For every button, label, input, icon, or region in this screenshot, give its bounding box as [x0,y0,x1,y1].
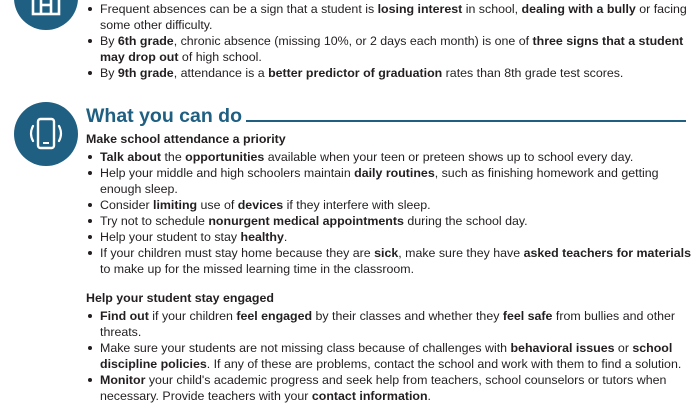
emphasis-text: asked teachers for materials [523,246,691,260]
list-item: By 9th grade, attendance is a better predictor of graduation rates than 8th grade test scores. [86,65,691,81]
section-heading [86,101,686,127]
list-item: Talk about the opportunities available when your teen or preteen shows up to school every day. [86,149,691,165]
list-item: Find out if your children feel engaged by their classes and whether they feel safe from bullies and other threats. [86,308,691,340]
emphasis-text: feel safe [502,309,553,323]
subsection-title-engaged: Help your student stay engaged [86,291,274,305]
emphasis-text: 9th grade [117,66,174,80]
emphasis-text: limiting [153,198,198,212]
attendance-bullet-list [86,149,691,277]
emphasis-text: Find out [100,309,149,323]
emphasis-text: contact information [311,389,428,403]
emphasis-text: healthy [240,230,284,244]
building-icon-circle [14,0,78,30]
emphasis-text: Talk about [100,150,162,164]
section-title: What you can do [86,105,242,127]
emphasis-text: better predictor of graduation [268,66,443,80]
emphasis-text: three signs that a student may drop out [100,34,684,64]
subsection-title-attendance: Make school attendance a priority [86,132,286,146]
emphasis-text: feel engaged [236,309,313,323]
top-bullet-list [86,1,691,81]
phone-icon-circle [14,102,78,166]
engaged-bullet-list [86,308,691,404]
list-item: If your children must stay home because they are sick, make sure they have asked teachers for materials to make up for the missed learning time in the classroom. [86,245,691,277]
list-item: Monitor your child's academic progress and seek help from teachers, school counselors or tutors when necessary. Provide teachers with your contact information. [86,372,691,404]
emphasis-text: school discipline policies [100,341,673,371]
emphasis-text: devices [237,198,284,212]
smartphone-vibrate-icon [14,102,78,166]
emphasis-text: nonurgent medical appointments [208,214,404,228]
emphasis-text: 6th grade [117,34,174,48]
emphasis-text: dealing with a bully [521,2,636,16]
list-item: Make sure your students are not missing class because of challenges with behavioral issues or school discipline policies. If any of these are problems, contact the school and work with them to find a solution. [86,340,691,372]
list-item: Consider limiting use of devices if they interfere with sleep. [86,197,691,213]
emphasis-text: behavioral issues [510,341,615,355]
emphasis-text: sick [374,246,399,260]
heading-rule [246,120,686,122]
list-item: Try not to schedule nonurgent medical appointments during the school day. [86,213,691,229]
list-item: Help your student to stay healthy. [86,229,691,245]
emphasis-text: opportunities [185,150,265,164]
emphasis-text: Monitor [100,373,146,387]
list-item: Frequent absences can be a sign that a student is losing interest in school, dealing with a bully or facing some other difficulty. [86,1,691,33]
emphasis-text: losing interest [377,2,463,16]
list-item: By 6th grade, chronic absence (missing 10%, or 2 days each month) is one of three signs that a student may drop out of high school. [86,33,691,65]
emphasis-text: daily routines [354,166,435,180]
building-icon [14,0,78,30]
list-item: Help your middle and high schoolers maintain daily routines, such as finishing homework and getting enough sleep. [86,165,691,197]
